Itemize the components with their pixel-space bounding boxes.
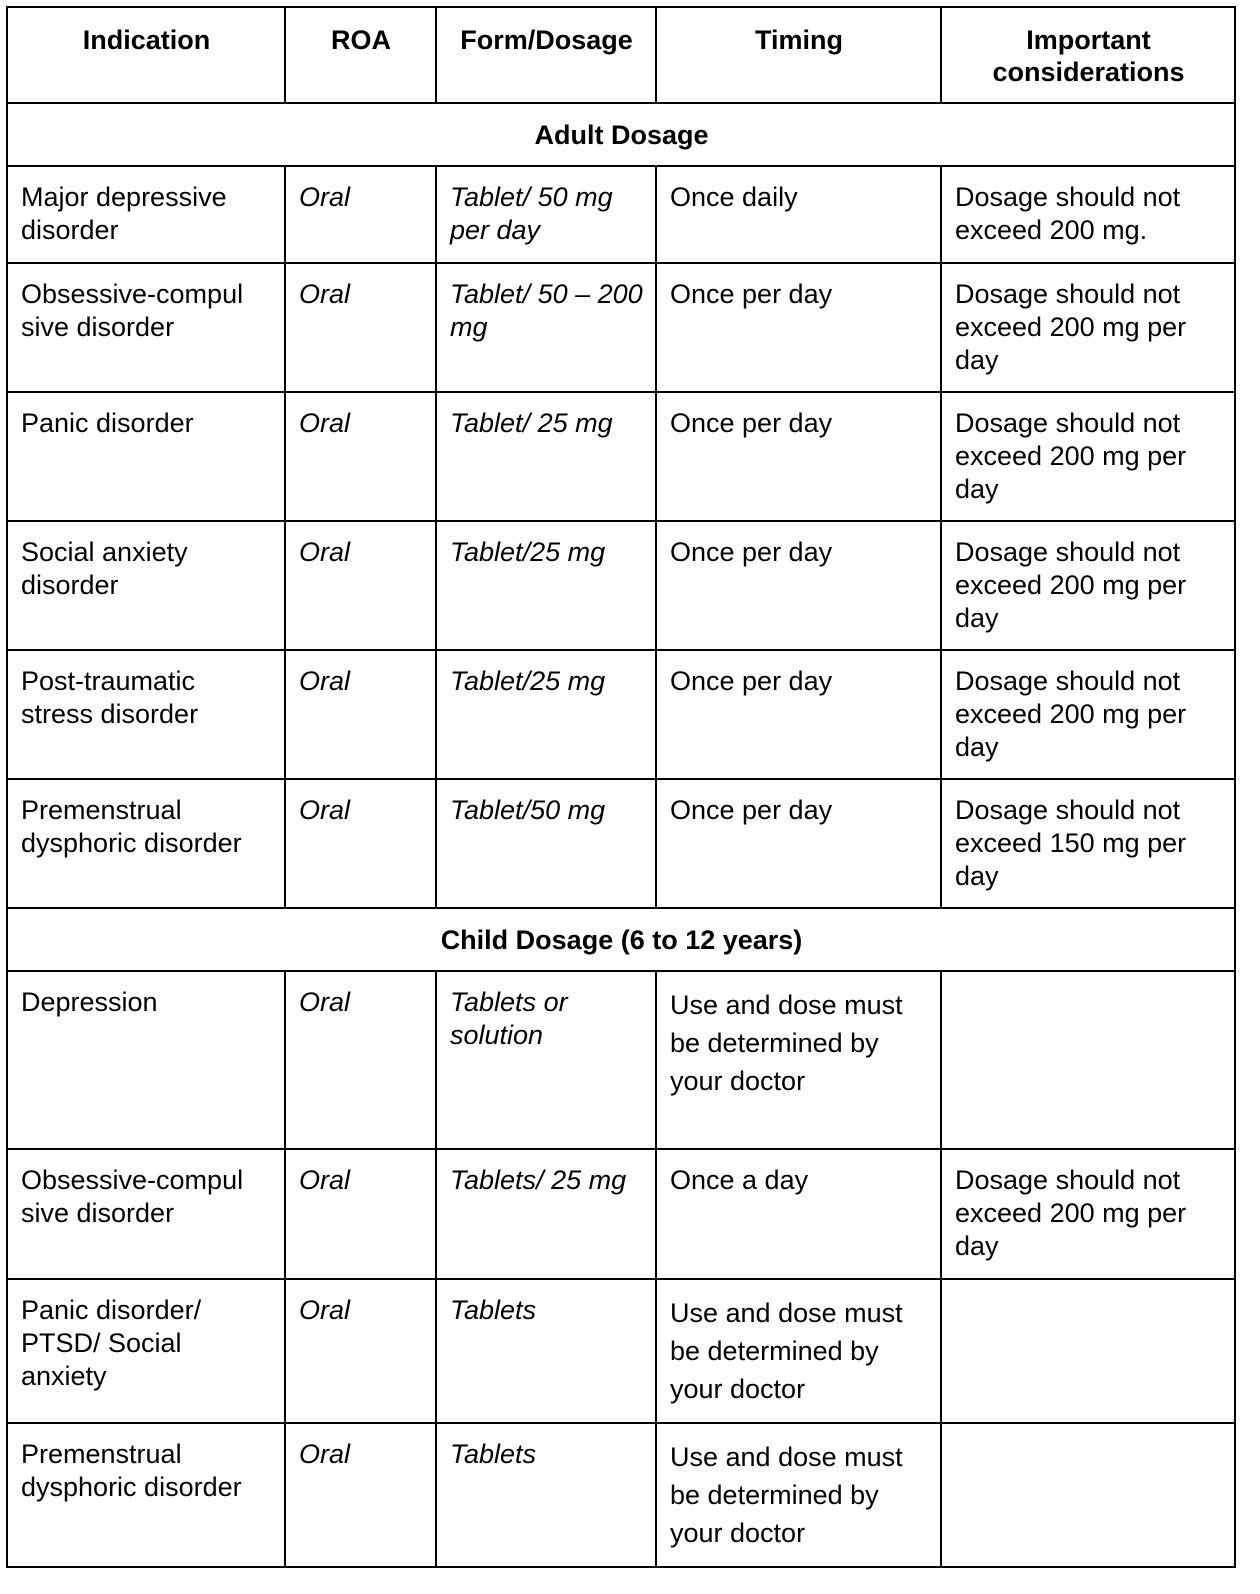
indication-cell: Social anxiety disorder [7, 521, 285, 650]
header-considerations: Important considerations [941, 7, 1235, 103]
considerations-cell: Dosage should not exceed 200 mg per day [941, 392, 1235, 521]
form-cell: Tablets [436, 1423, 656, 1567]
table-row [7, 521, 1235, 650]
indication-cell: Obsessive-compul sive disorder [7, 1149, 285, 1279]
considerations-cell: Dosage should not exceed 200 mg per day [941, 1149, 1235, 1279]
considerations-cell: Dosage should not exceed 200 mg per day [941, 650, 1235, 779]
table-row [7, 392, 1235, 521]
form-cell: Tablet/25 mg [436, 521, 656, 650]
timing-cell: Once per day [656, 521, 941, 650]
indication-cell: Premenstrual dysphoric disorder [7, 779, 285, 908]
roa-cell: Oral [285, 263, 436, 392]
considerations-cell [941, 1279, 1235, 1423]
timing-cell: Once per day [656, 392, 941, 521]
considerations-cell: Dosage should not exceed 200 mg. [941, 166, 1235, 263]
considerations-cell [941, 1423, 1235, 1567]
timing-cell: Once daily [656, 166, 941, 263]
roa-cell: Oral [285, 650, 436, 779]
adult-section-title: Adult Dosage [7, 103, 1235, 166]
table-row [7, 263, 1235, 392]
roa-cell: Oral [285, 1149, 436, 1279]
form-cell: Tablets or solution [436, 971, 656, 1149]
table-row [7, 1423, 1235, 1567]
roa-cell: Oral [285, 1423, 436, 1567]
form-cell: Tablet/ 50 – 200 mg [436, 263, 656, 392]
roa-cell: Oral [285, 1279, 436, 1423]
form-cell: Tablet/25 mg [436, 650, 656, 779]
timing-cell: Once per day [656, 263, 941, 392]
considerations-cell: Dosage should not exceed 200 mg per day [941, 263, 1235, 392]
header-indication: Indication [7, 7, 285, 103]
form-cell: Tablet/ 25 mg [436, 392, 656, 521]
roa-cell: Oral [285, 779, 436, 908]
timing-cell: Use and dose must be determined by your doctor [656, 1423, 941, 1567]
roa-cell: Oral [285, 392, 436, 521]
table-row [7, 1279, 1235, 1423]
form-cell: Tablet/ 50 mg per day [436, 166, 656, 263]
dosage-table [6, 6, 1236, 1568]
indication-cell: Panic disorder/ PTSD/ Social anxiety [7, 1279, 285, 1423]
roa-cell: Oral [285, 971, 436, 1149]
header-timing: Timing [656, 7, 941, 103]
indication-cell: Panic disorder [7, 392, 285, 521]
child-section-title: Child Dosage (6 to 12 years) [7, 908, 1235, 971]
form-cell: Tablet/50 mg [436, 779, 656, 908]
header-form-dosage: Form/Dosage [436, 7, 656, 103]
adult-section-row [7, 103, 1235, 166]
table-row [7, 650, 1235, 779]
indication-cell: Depression [7, 971, 285, 1149]
table-row [7, 779, 1235, 908]
table-row [7, 971, 1235, 1149]
timing-cell: Once per day [656, 650, 941, 779]
indication-cell: Premenstrual dysphoric disorder [7, 1423, 285, 1567]
indication-cell: Major depressive disorder [7, 166, 285, 263]
header-row [7, 7, 1235, 103]
timing-cell: Once per day [656, 779, 941, 908]
considerations-cell [941, 971, 1235, 1149]
child-section-row [7, 908, 1235, 971]
header-roa: ROA [285, 7, 436, 103]
timing-cell: Use and dose must be determined by your doctor [656, 1279, 941, 1423]
timing-cell: Once a day [656, 1149, 941, 1279]
indication-cell: Post-traumatic stress disorder [7, 650, 285, 779]
roa-cell: Oral [285, 521, 436, 650]
considerations-cell: Dosage should not exceed 200 mg per day [941, 521, 1235, 650]
roa-cell: Oral [285, 166, 436, 263]
timing-cell: Use and dose must be determined by your doctor [656, 971, 941, 1149]
table-row [7, 1149, 1235, 1279]
form-cell: Tablets/ 25 mg [436, 1149, 656, 1279]
considerations-cell: Dosage should not exceed 150 mg per day [941, 779, 1235, 908]
table-row [7, 166, 1235, 263]
form-cell: Tablets [436, 1279, 656, 1423]
indication-cell: Obsessive-compul sive disorder [7, 263, 285, 392]
